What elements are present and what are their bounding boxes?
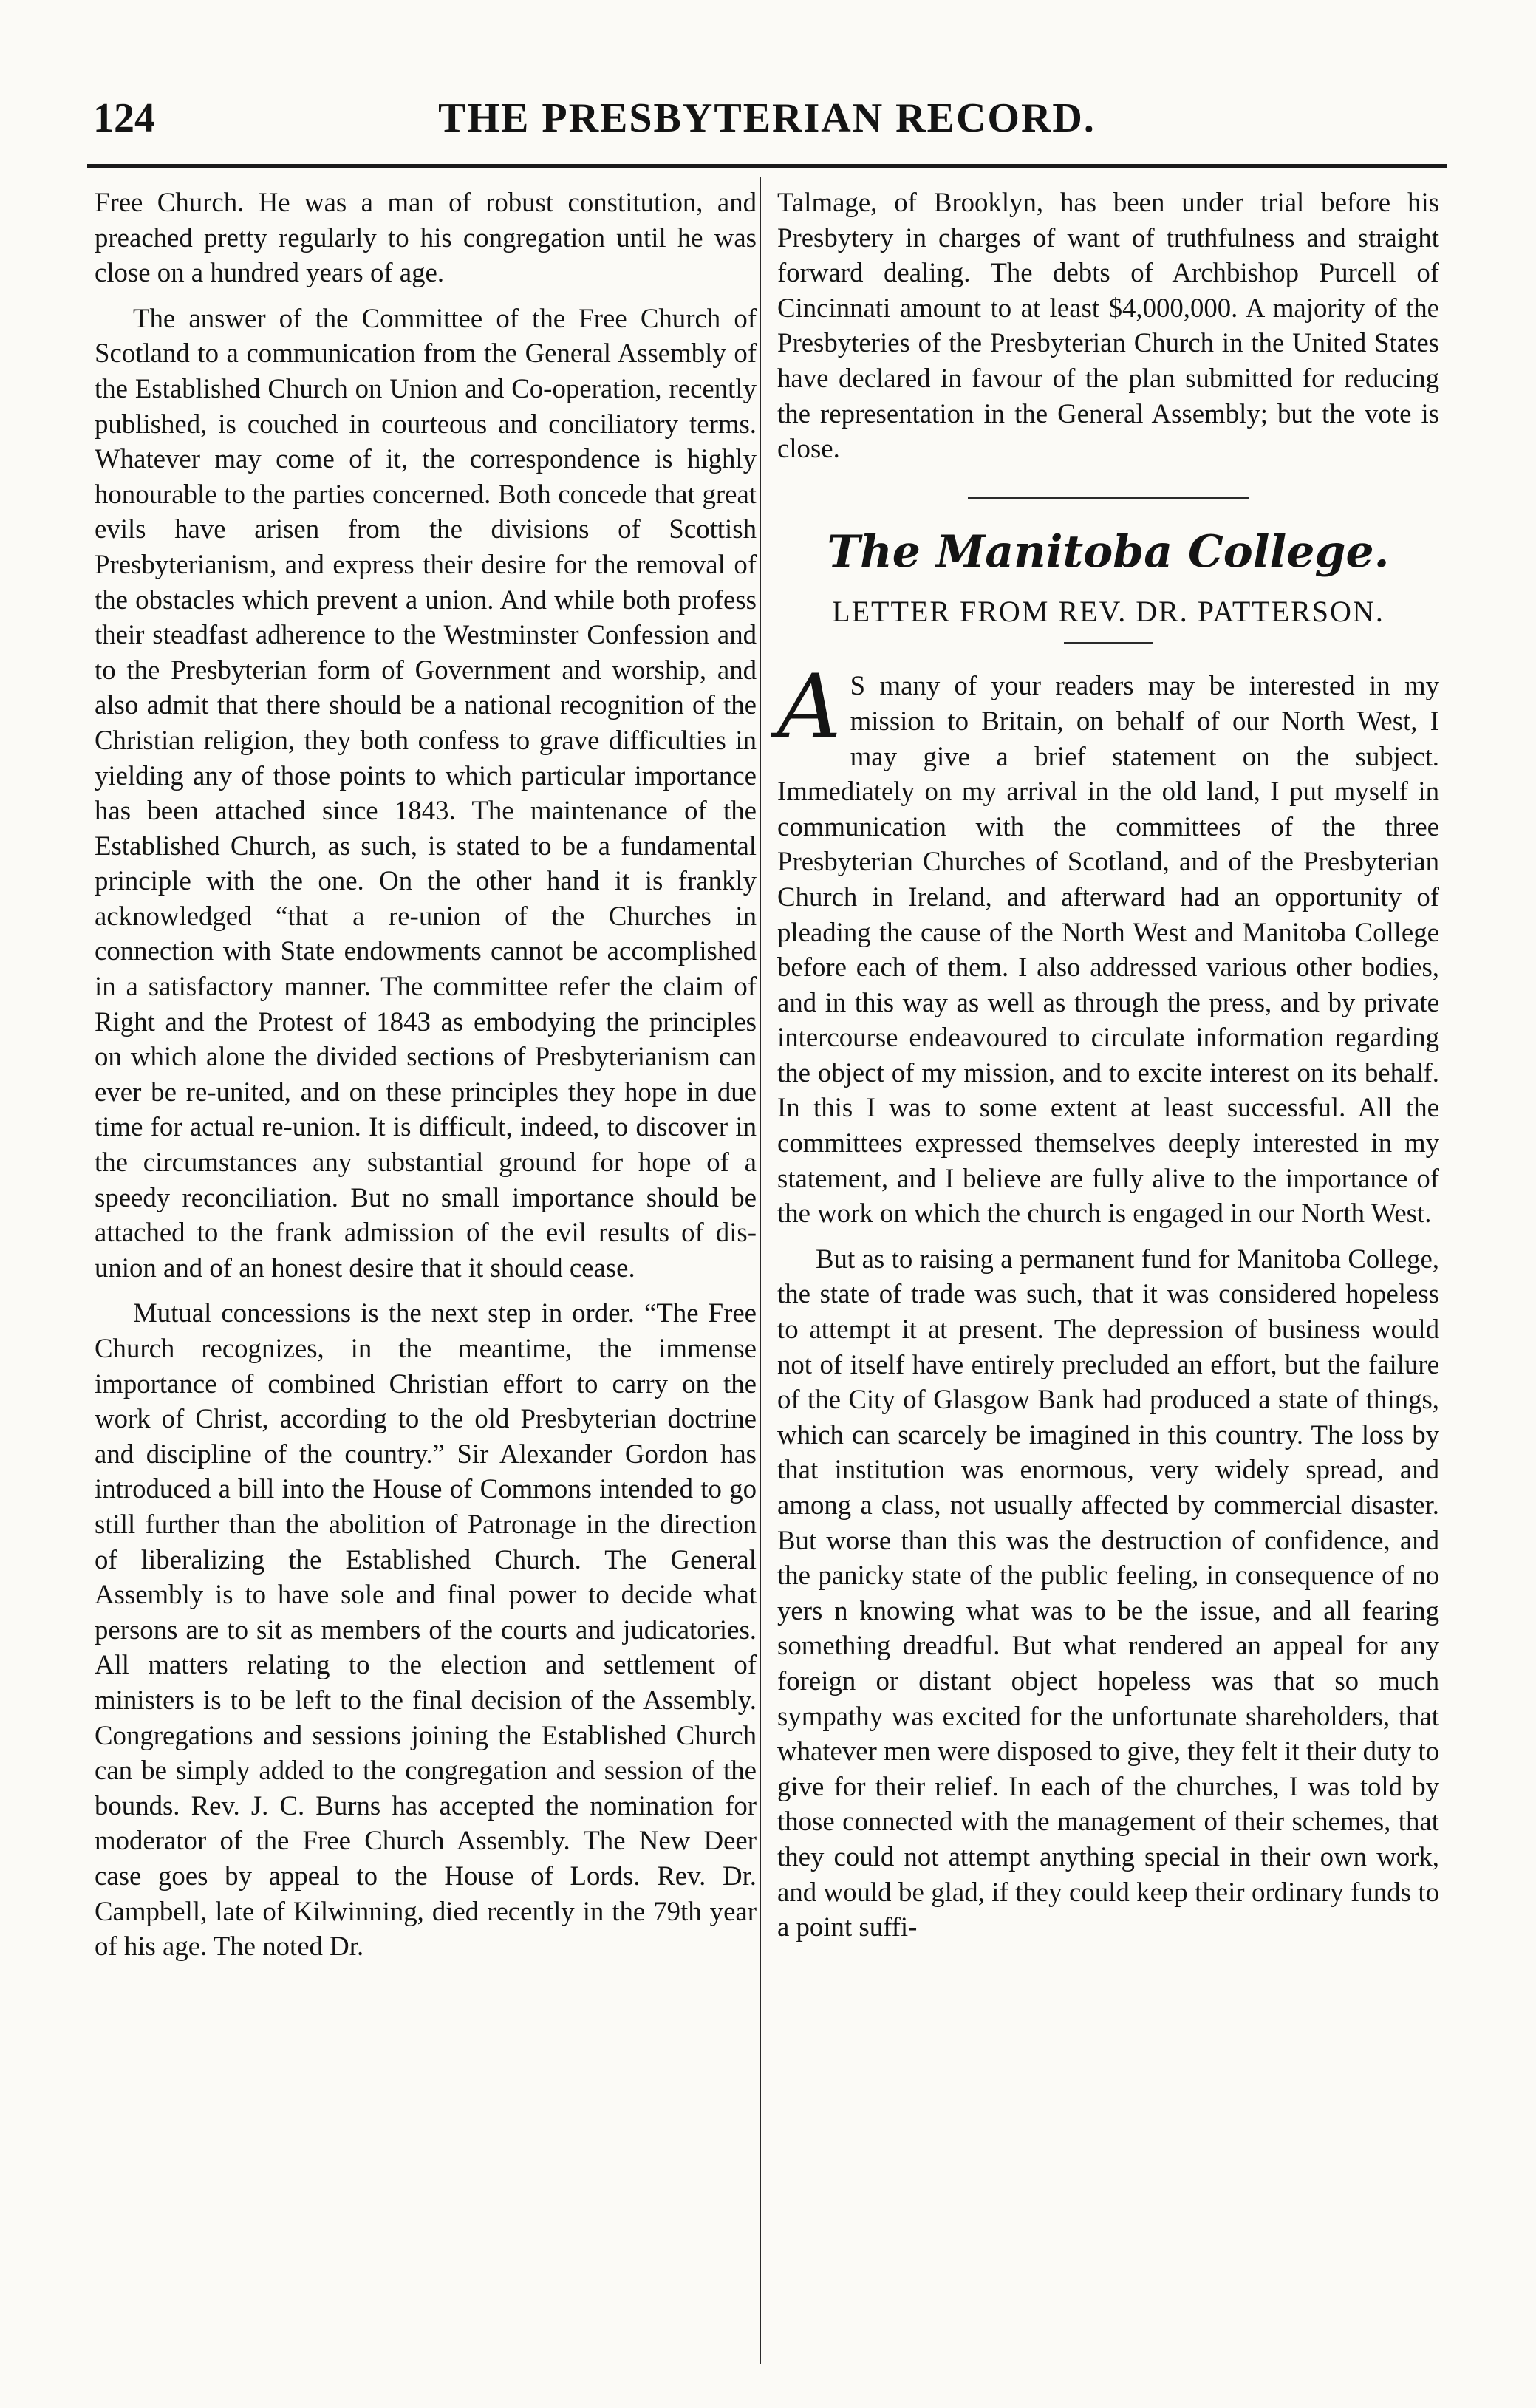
letter-paragraph-2: But as to raising a permanent fund for Manitoba College, the state of trade was such, that it was considered hopeless to attempt it at present. The depression of business would not of itself have entirely precluded an effort, but the failure of the City of Glasgow Bank had produced a state of things, which can scarcely be imagined in this country. The loss by that institution was enormous, very widely spread, and among a class, not usually affected by commercial disaster. But worse than this was the destruction of confidence, and the panicky state of the public feeling, in consequence of no yers n knowing what was to be the issue, and all fearing something dreadful. But what rendered an appeal for any foreign or distant object hopeless was that so much sympathy was excited for the unfortunate shareholders, that whatever men were disposed to give, they felt it their duty to give for their relief. In each of the churches, I was told by those connected with the management of their schemes, that they could not attempt anything special in their own work, and would be glad, if they could keep their ordinary funds to a point suffi- (777, 1243, 1439, 1943)
page-header (87, 87, 1447, 154)
letter-paragraph-1 (777, 656, 1439, 1231)
running-title: THE PRESBYTERIAN RECORD. (438, 95, 1096, 141)
header-rule (87, 164, 1447, 168)
subtitle-rule (1064, 642, 1153, 644)
left-paragraph-1: Free Church. He was a man of robust constitution, and preached pretty regularly to his congregation until he was close on a hundred years of age. (95, 187, 757, 288)
column-divider (760, 177, 761, 2364)
left-column (95, 185, 757, 2364)
left-paragraph-2: The answer of the Committee of the Free Church of Scotland to a communication from the General Assembly of the Established Church on Union and Co-operation, recently published, is couched in courteous and conciliatory terms. Whatever may come of it, the correspondence is highly honourable to the parties concerned. Both concede that great evils have arisen from the divisions of Scottish Presbyterianism, and express their desire for the removal of the obstacles which prevent a union. And while both profess their steadfast adherence to the Westminster Confession and to the Presbyterian form of Government and worship, and also admit that there should be a national recognition of the Christian religion, they both confess to grave difficulties in yielding any of those points to which particular importance has been attached since 1843. The maintenance of the Established Church, as such, is stated to be a fundamental principle with the one. On the other hand it is frankly acknowledged “that a re-union of the Churches in connection with State endowments cannot be accomplished in a satisfactory manner. The committee refer the claim of Right and the Protest of 1843 as embodying the principles on which alone the divided sections of Presbyterianism can ever be re-united, and on these principles they hope in due time for actual re-union. It is difficult, indeed, to discover in the circumstances any substantial ground for hope of a speedy reconciliation. But no small importance should be attached to the frank admission of the evil results of dis-union and of an honest desire that it should cease. (95, 302, 757, 1283)
page-number: 124 (93, 95, 155, 141)
letter-paragraph-1-text: S many of your readers may be interested in my mission to Britain, on behalf of our North West, I may give a brief statement on the subject. Immediately on my arrival in the old land, I put myself in communication with the committees of the three Presbyterian Churches of Scotland, and of the Presbyterian Church in Ireland, and afterward had an opportunity of pleading the cause of the North West and Manitoba College before each of them. I also addressed various other bodies, and in this way as well as through the press, and by private intercourse endeavoured to circulate information regarding the object of my mission, and to excite interest on its behalf. In this I was to some extent at least successful. All the committees expressed themselves deeply interested in my statement, and I believe are fully alive to the importance of the work on which the church is engaged in our North West. (777, 670, 1439, 1229)
right-paragraph-1: Talmage, of Brooklyn, has been under trial before his Presbytery in charges of want of truthfulness and straight forward dealing. The debts of Archbishop Purcell of Cincinnati amount to at least $4,000,000. A majority of the Presbyteries of the Presbyterian Church in the United States have declared in favour of the plan submitted for reducing the representation in the General Assembly; but the vote is close. (777, 187, 1439, 464)
section-subtitle: LETTER FROM REV. DR. PATTERSON. (832, 594, 1385, 628)
right-column (777, 185, 1439, 2364)
section-title: The Manitoba College. (827, 525, 1390, 578)
left-paragraph-3: Mutual concessions is the next step in order. “The Free Church recognizes, in the meantime, the immense importance of combined Christian effort to carry on the work of Christ, according to the old Presbyterian doctrine and discipline of the country.” Sir Alexander Gordon has introduced a bill into the House of Commons intended to go still further than the abolition of Patronage in the direction of liberalizing the Established Church. The General Assembly is to have sole and final power to decide what persons are to sit as members of the courts and judicatories. All matters relating to the election and settlement of ministers is to be left to the final decision of the Assembly. Congregations and sessions joining the Established Church can be simply added to the congregation and session of the bounds. Rev. J. C. Burns has accepted the nomination for moderator of the Free Church Assembly. The New Deer case goes by appeal to the House of Lords. Rev. Dr. Campbell, late of Kilwinning, died recently in the 79th year of his age. The noted Dr. (95, 1297, 757, 1962)
section-separator-rule (968, 497, 1249, 499)
drop-cap: A (777, 656, 842, 760)
